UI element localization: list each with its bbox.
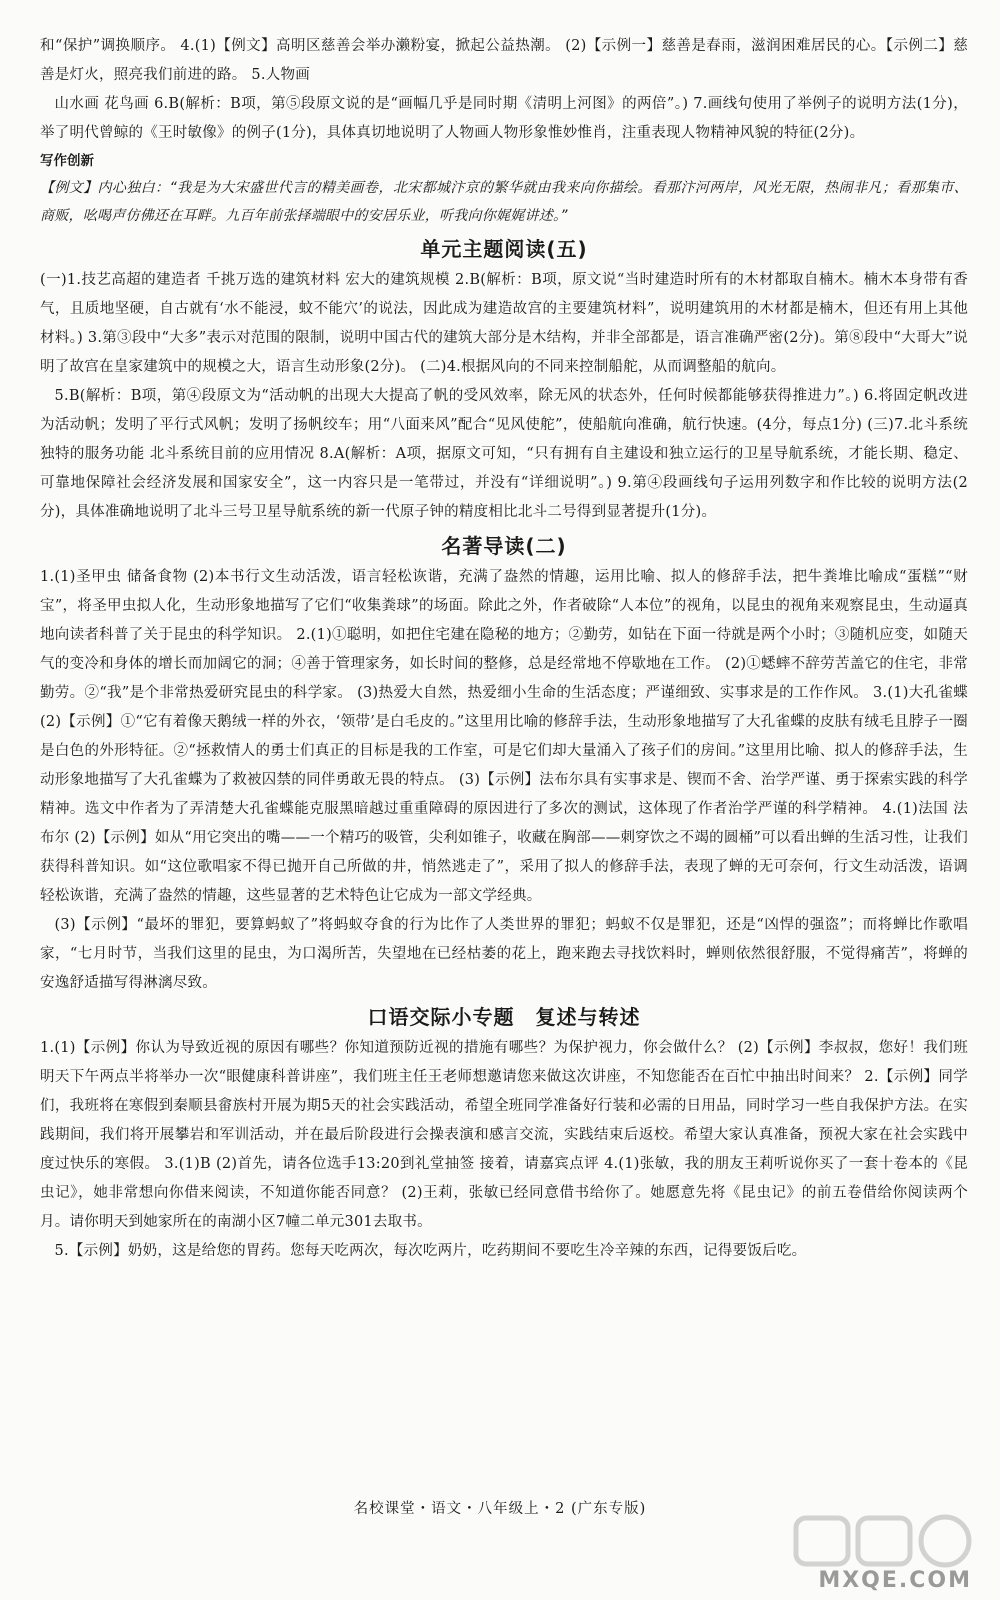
classics-paragraph-1: 1.(1)圣甲虫 储备食物 (2)本书行文生动活泼，语言轻松诙谐，充满了盎然的情趣，运用比喻、拟人的修辞手法，把牛粪堆比喻成“蛋糕”“财宝”，将圣甲虫拟人化，生动形象地描写了它们“收集粪球”的场面。除此之外，作者破除“人本位”的视角，以昆虫的视角来观察昆虫，生动逼真地向读者科普了关于昆虫的科学知识。 2.(1)①聪明，如把住宅建在隐秘的地方；②勤劳，如钻在下面一待就是两个小时；③随机应变，如随天气的变冷和身体的增长而加阔它的洞；④善于管理家务，如长时间的整修，总是经常地不停歇地在工作。 (2)①蟋蟀不辞劳苦盖它的住宅，非常勤劳。②“我”是个非常热爱研究昆虫的科学家。 (3)热爱大自然，热爱细小生命的生活态度；严谨细致、实事求是的工作作风。 3.(1)大孔雀蝶 (2)【示例】①“它有着像天鹅绒一样的外衣，‘领带’是白毛皮的。”这里用比喻的修辞手法，生动形象地描写了大孔雀蝶的皮肤有绒毛且脖子一圈是白色的外形特征。②“拯救情人的勇士们真正的目标是我的工作室，可是它们却大量涌入了孩子们的房间。”这里用比喻、拟人的修辞手法，生动形象地描写了大孔雀蝶为了救被囚禁的同伴勇敢无畏的特点。 (3)【示例】法布尔具有实事求是、锲而不舍、治学严谨、勇于探索实践的科学精神。选文中作者为了弄清楚大孔雀蝶能克服黑暗越过重重障碍的原因进行了多次的测试，这体现了作者治学严谨的科学精神。 4.(1)法国 法布尔 (2)【示例】如从“用它突出的嘴——一个精巧的吸管，尖利如锥子，收藏在胸部——刺穿饮之不竭的圆桶”可以看出蝉的生活习性，让我们获得科普知识。如“这位歌唱家不得已抛开自己所做的井，悄然逃走了”，采用了拟人的修辞手法，表现了蝉的无可奈何，行文生动活泼，语调轻松诙谐，充满了盎然的情趣，这些显著的艺术特色让它成为一部文学经典。: [40, 569, 968, 904]
unit-reading-paragraph-1: (一)1.技艺高超的建造者 千挑万选的建筑材料 宏大的建筑规模 2.B(解析：B项，原文说“当时建造时所有的木材都取自楠木。楠木本身带有香气，且质地坚硬，自古就有‘水不能浸，蚊不能穴’的说法，因此成为建造故宫的主要建筑材料”，说明建筑用的木材都是楠木，但还有用上其他材料。) 3.第③段中“大多”表示对范围的限制，说明中国古代的建筑大部分是木结构，并非全部都是，语言准确严密(2分)。第⑧段中“大哥大”说明了故宫在皇家建筑中的规模之大，语言生动形象(2分)。 (二)4.根据风向的不同来控制船舵，从而调整船的航向。: [40, 272, 968, 375]
intro-paragraph-2: 山水画 花鸟画 6.B(解析：B项，第⑤段原文说的是“画幅几乎是同时期《清明上河图》的两倍”。) 7.画线句使用了举例子的说明方法(1分)，举了明代曾鲸的《王时敏像》的例子(1分)，具体真切地说明了人物画人物形象惟妙惟肖，注重表现人物精神风貌的特征(2分)。: [40, 96, 968, 141]
section-title-unit-reading: 单元主题阅读(五): [420, 237, 588, 261]
section-title-classics-guide: 名著导读(二): [441, 534, 567, 558]
page-footer: 名校课堂・语文・八年级上・2 (广东专版): [353, 1501, 647, 1517]
answer-content: [40, 32, 968, 1266]
section-title-oral-communication: 口语交际小专题 复述与转述: [367, 1005, 641, 1029]
intro-paragraph-1: 和“保护”调换顺序。 4.(1)【例文】高明区慈善会举办濑粉宴，掀起公益热潮。 (2)【示例一】慈善是春雨，滋润困难居民的心。【示例二】慈善是灯火，照亮我们前进的路。 5.人物画: [40, 38, 968, 83]
writing-label: 写作创新: [40, 153, 94, 169]
oral-paragraph-2: 5.【示例】奶奶，这是给您的胃药。您每天吃两次，每次吃两片，吃药期间不要吃生冷辛辣的东西，记得要饭后吃。: [54, 1243, 807, 1259]
unit-reading-paragraph-2: 5.B(解析：B项，第④段原文为“活动帆的出现大大提高了帆的受风效率，除无风的状态外，任何时候都能够获得推进力”。) 6.将固定帆改进为活动帆；发明了平行式风帆；发明了扬帆绞车；用“八面来风”配合“见风使舵”，使船航向准确，航行快速。(4分，每点1分) (三)7.北斗系统独特的服务功能 北斗系统目前的应用情况 8.A(解析：A项，据原文可知，“只有拥有自主建设和独立运行的卫星导航系统，才能长期、稳定、可靠地保障社会经济发展和国家安全”，这一内容只是一笔带过，并没有“详细说明”。) 9.第④段画线句子运用列数字和作比较的说明方法(2分)，具体准确地说明了北斗三号卫星导航系统的新一代原子钟的精度相比北斗二号得到显著提升(1分)。: [40, 388, 968, 520]
oral-paragraph-1: 1.(1)【示例】你认为导致近视的原因有哪些？你知道预防近视的措施有哪些？为保护视力，你会做什么？ (2)【示例】李叔叔，您好！我们班明天下午两点半将举办一次“眼健康科普讲座”，我们班主任王老师想邀请您来做这次讲座，不知您能否在百忙中抽出时间来？ 2.【示例】同学们，我班将在寒假到秦顺县畲族村开展为期5天的社会实践活动，希望全班同学准备好行装和必需的日用品，同时学习一些自我保护方法。在实践期间，我们将开展攀岩和军训活动，并在最后阶段进行会操表演和感言交流，实践结束后返校。希望大家认真准备，预祝大家在社会实践中度过快乐的寒假。 3.(1)B (2)首先，请各位选手13:20到礼堂抽签 接着，请嘉宾点评 4.(1)张敏，我的朋友王莉听说你买了一套十卷本的《昆虫记》，她非常想向你借来阅读，不知道你能否同意？ (2)王莉，张敏已经同意借书给你了。她愿意先将《昆虫记》的前五卷借给你阅读两个月。请你明天到她家所在的南湖小区7幢二单元301去取书。: [40, 1040, 968, 1230]
classics-paragraph-2: (3)【示例】“最坏的罪犯，要算蚂蚁了”将蚂蚁夺食的行为比作了人类世界的罪犯；蚂蚁不仅是罪犯，还是“凶悍的强盗”；而将蝉比作歌唱家，“七月时节，当我们这里的昆虫，为口渴所苦，失望地在已经枯萎的花上，跑来跑去寻找饮料时，蝉则依然很舒服，不觉得痛苦”，将蝉的安逸舒适描写得淋漓尽致。: [40, 917, 968, 991]
watermark-text: MXQE.COM: [818, 1568, 972, 1593]
writing-sample: 【例文】内心独白：“我是为大宋盛世代言的精美画卷，北宋都城汴京的繁华就由我来向你描绘。看那汴河两岸，风光无限，热闹非凡；看那集市、商贩，吆喝声仿佛还在耳畔。九百年前张择端眼中的安居乐业，听我向你娓娓讲述。”: [40, 180, 968, 224]
